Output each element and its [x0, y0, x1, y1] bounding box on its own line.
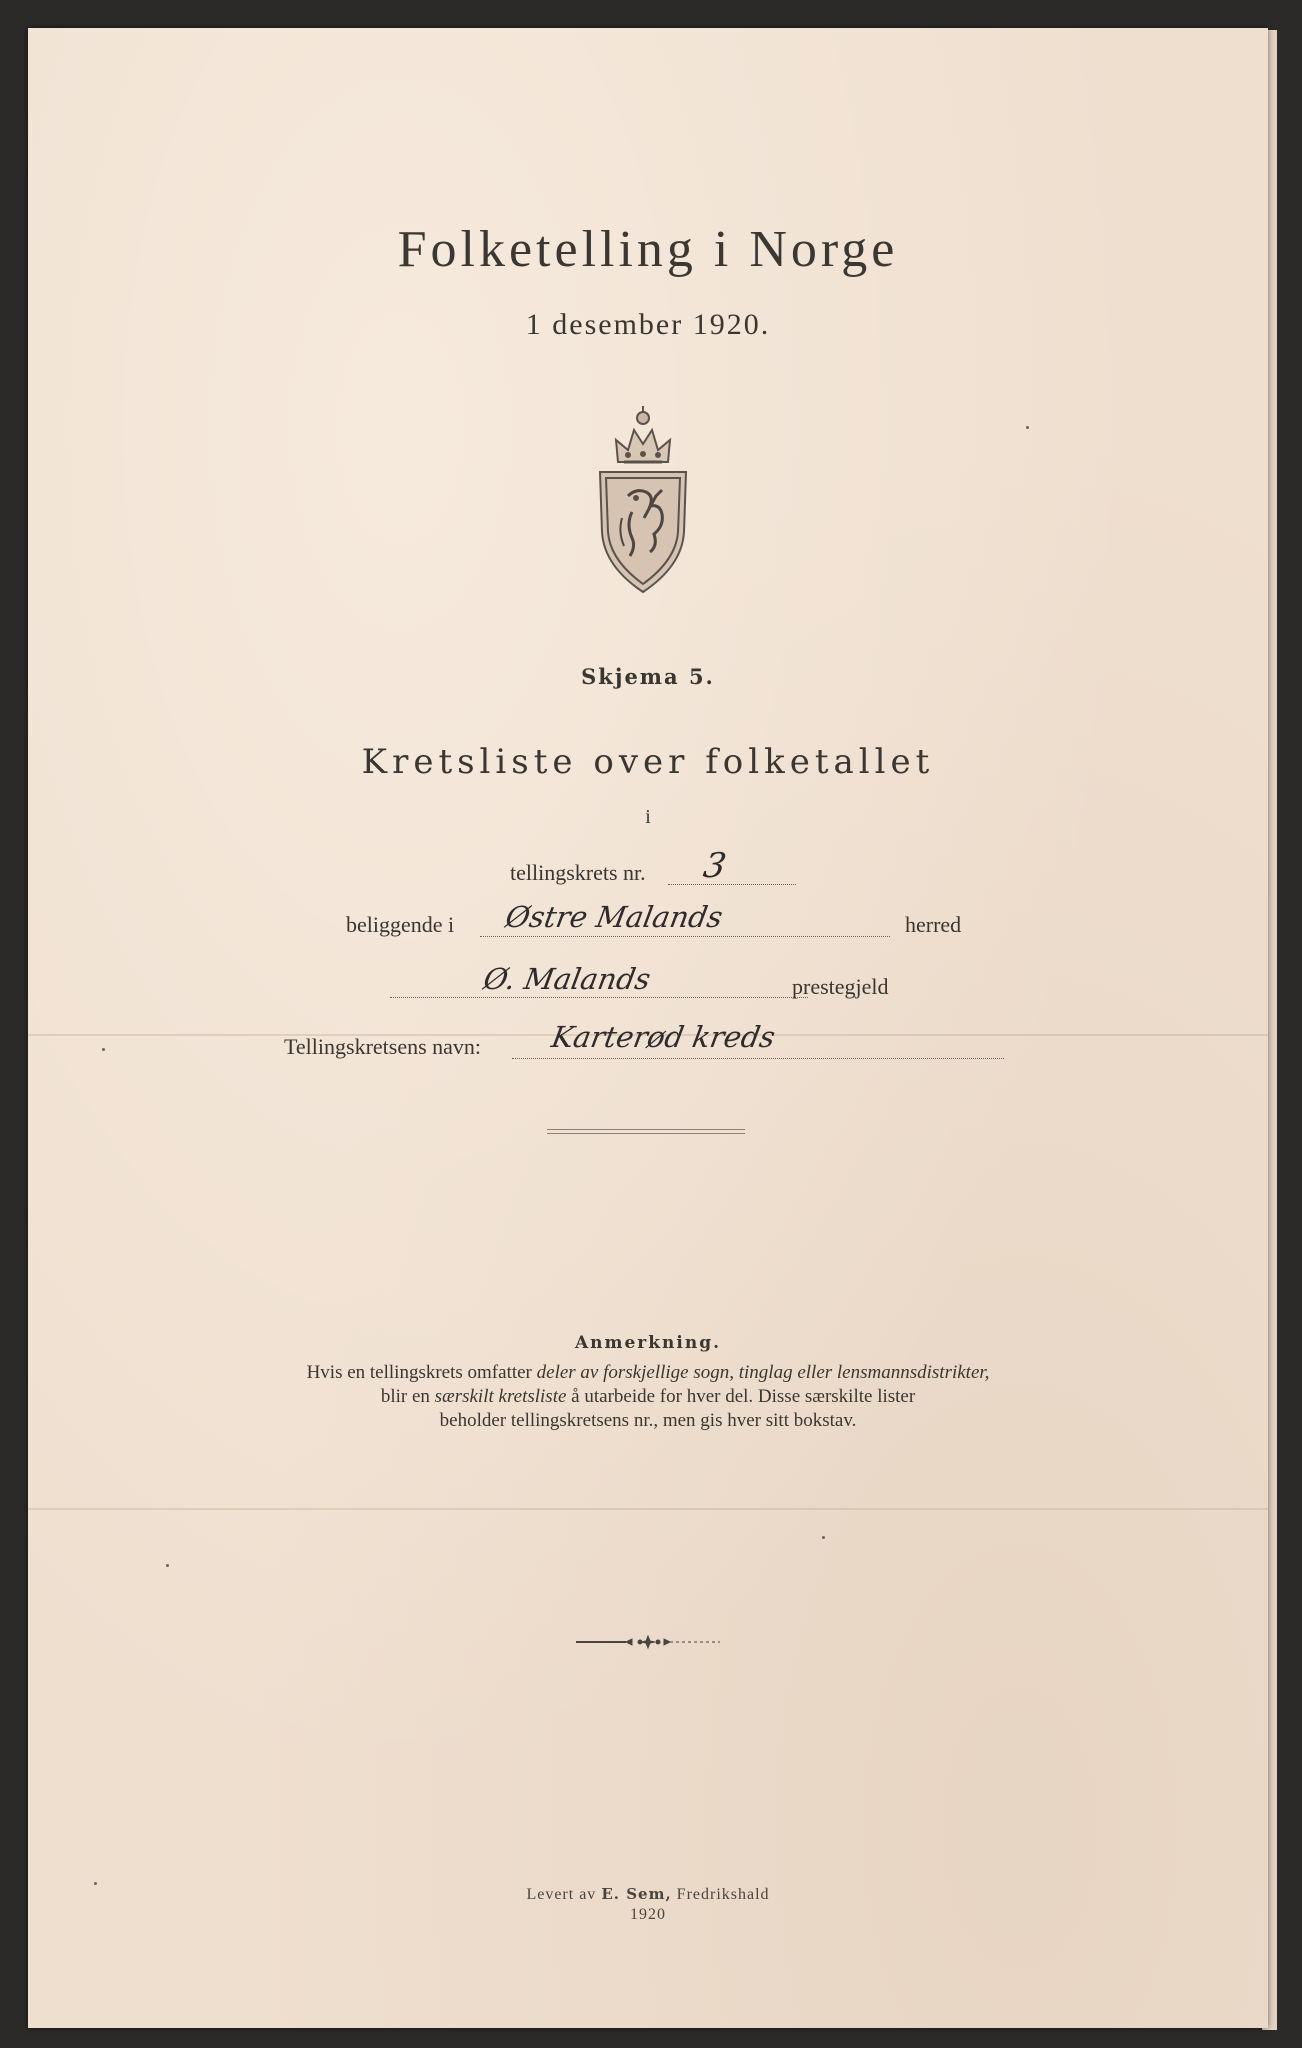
- herred-value: Østre Malands: [503, 900, 726, 934]
- remark-text-part: blir en: [380, 1386, 435, 1407]
- remark-text-part: Hvis en tellingskrets omfatter: [306, 1362, 537, 1383]
- herred-prefix-label: beliggende i: [346, 912, 455, 937]
- paper-speck: [102, 1048, 105, 1051]
- remark-line: [28, 1361, 1268, 1385]
- section-divider: [547, 1129, 745, 1134]
- prestegjeld-field-line: [390, 997, 808, 998]
- printer-year: 1920: [630, 1906, 666, 1923]
- remark-heading: Anmerkning.: [574, 1333, 722, 1353]
- ornament-divider-icon: [574, 1634, 722, 1650]
- paper-speck: [94, 1882, 97, 1885]
- census-form-page: [28, 28, 1268, 2028]
- census-date: 1 desember 1920.: [525, 308, 771, 341]
- document-title: Folketelling i Norge: [397, 221, 899, 278]
- prestegjeld-value: Ø. Malands: [481, 962, 654, 996]
- printer-credit: [28, 1884, 1268, 1925]
- tellingskrets-value: 3: [700, 846, 730, 886]
- herred-field-line: [480, 936, 890, 937]
- remark-text: [28, 1361, 1268, 1433]
- paper-speck: [166, 1564, 169, 1567]
- remark-emphasis: deler av forskjellige sogn, tinglag eller lensmannsdistrikter,: [536, 1362, 990, 1383]
- printer-line: [28, 1884, 1268, 1905]
- form-number: Skjema 5.: [581, 664, 715, 689]
- printer-city: Fredrikshald: [671, 1886, 770, 1903]
- printer-prefix: Levert av: [526, 1886, 602, 1903]
- norwegian-coat-of-arms-icon: [592, 400, 694, 596]
- remark-text-part: å utarbeide for hver del. Disse særskilte lister: [566, 1386, 916, 1407]
- paper-fold: [28, 1508, 1268, 1510]
- preposition-label: i: [645, 806, 651, 828]
- kretsnavn-value: Karterød kreds: [549, 1020, 778, 1054]
- tellingskrets-label: tellingskrets nr.: [510, 860, 646, 885]
- kretsnavn-label: Tellingskretsens navn:: [284, 1034, 482, 1059]
- herred-suffix-label: herred: [905, 912, 962, 937]
- printer-name: E. Sem,: [601, 1885, 672, 1903]
- paper-speck: [822, 1536, 825, 1539]
- remark-line: [28, 1409, 1268, 1433]
- remark-text-part: beholder tellingskretsens nr., men gis hver sitt bokstav.: [439, 1410, 857, 1431]
- tellingskrets-field-line: [668, 884, 796, 885]
- prestegjeld-suffix-label: prestegjeld: [792, 974, 889, 999]
- remark-emphasis: særskilt kretsliste: [434, 1386, 567, 1407]
- kretsnavn-field-line: [512, 1058, 1004, 1059]
- form-subtitle: Kretsliste over folketallet: [361, 742, 935, 782]
- remark-line: [28, 1385, 1268, 1409]
- paper-speck: [1026, 426, 1029, 429]
